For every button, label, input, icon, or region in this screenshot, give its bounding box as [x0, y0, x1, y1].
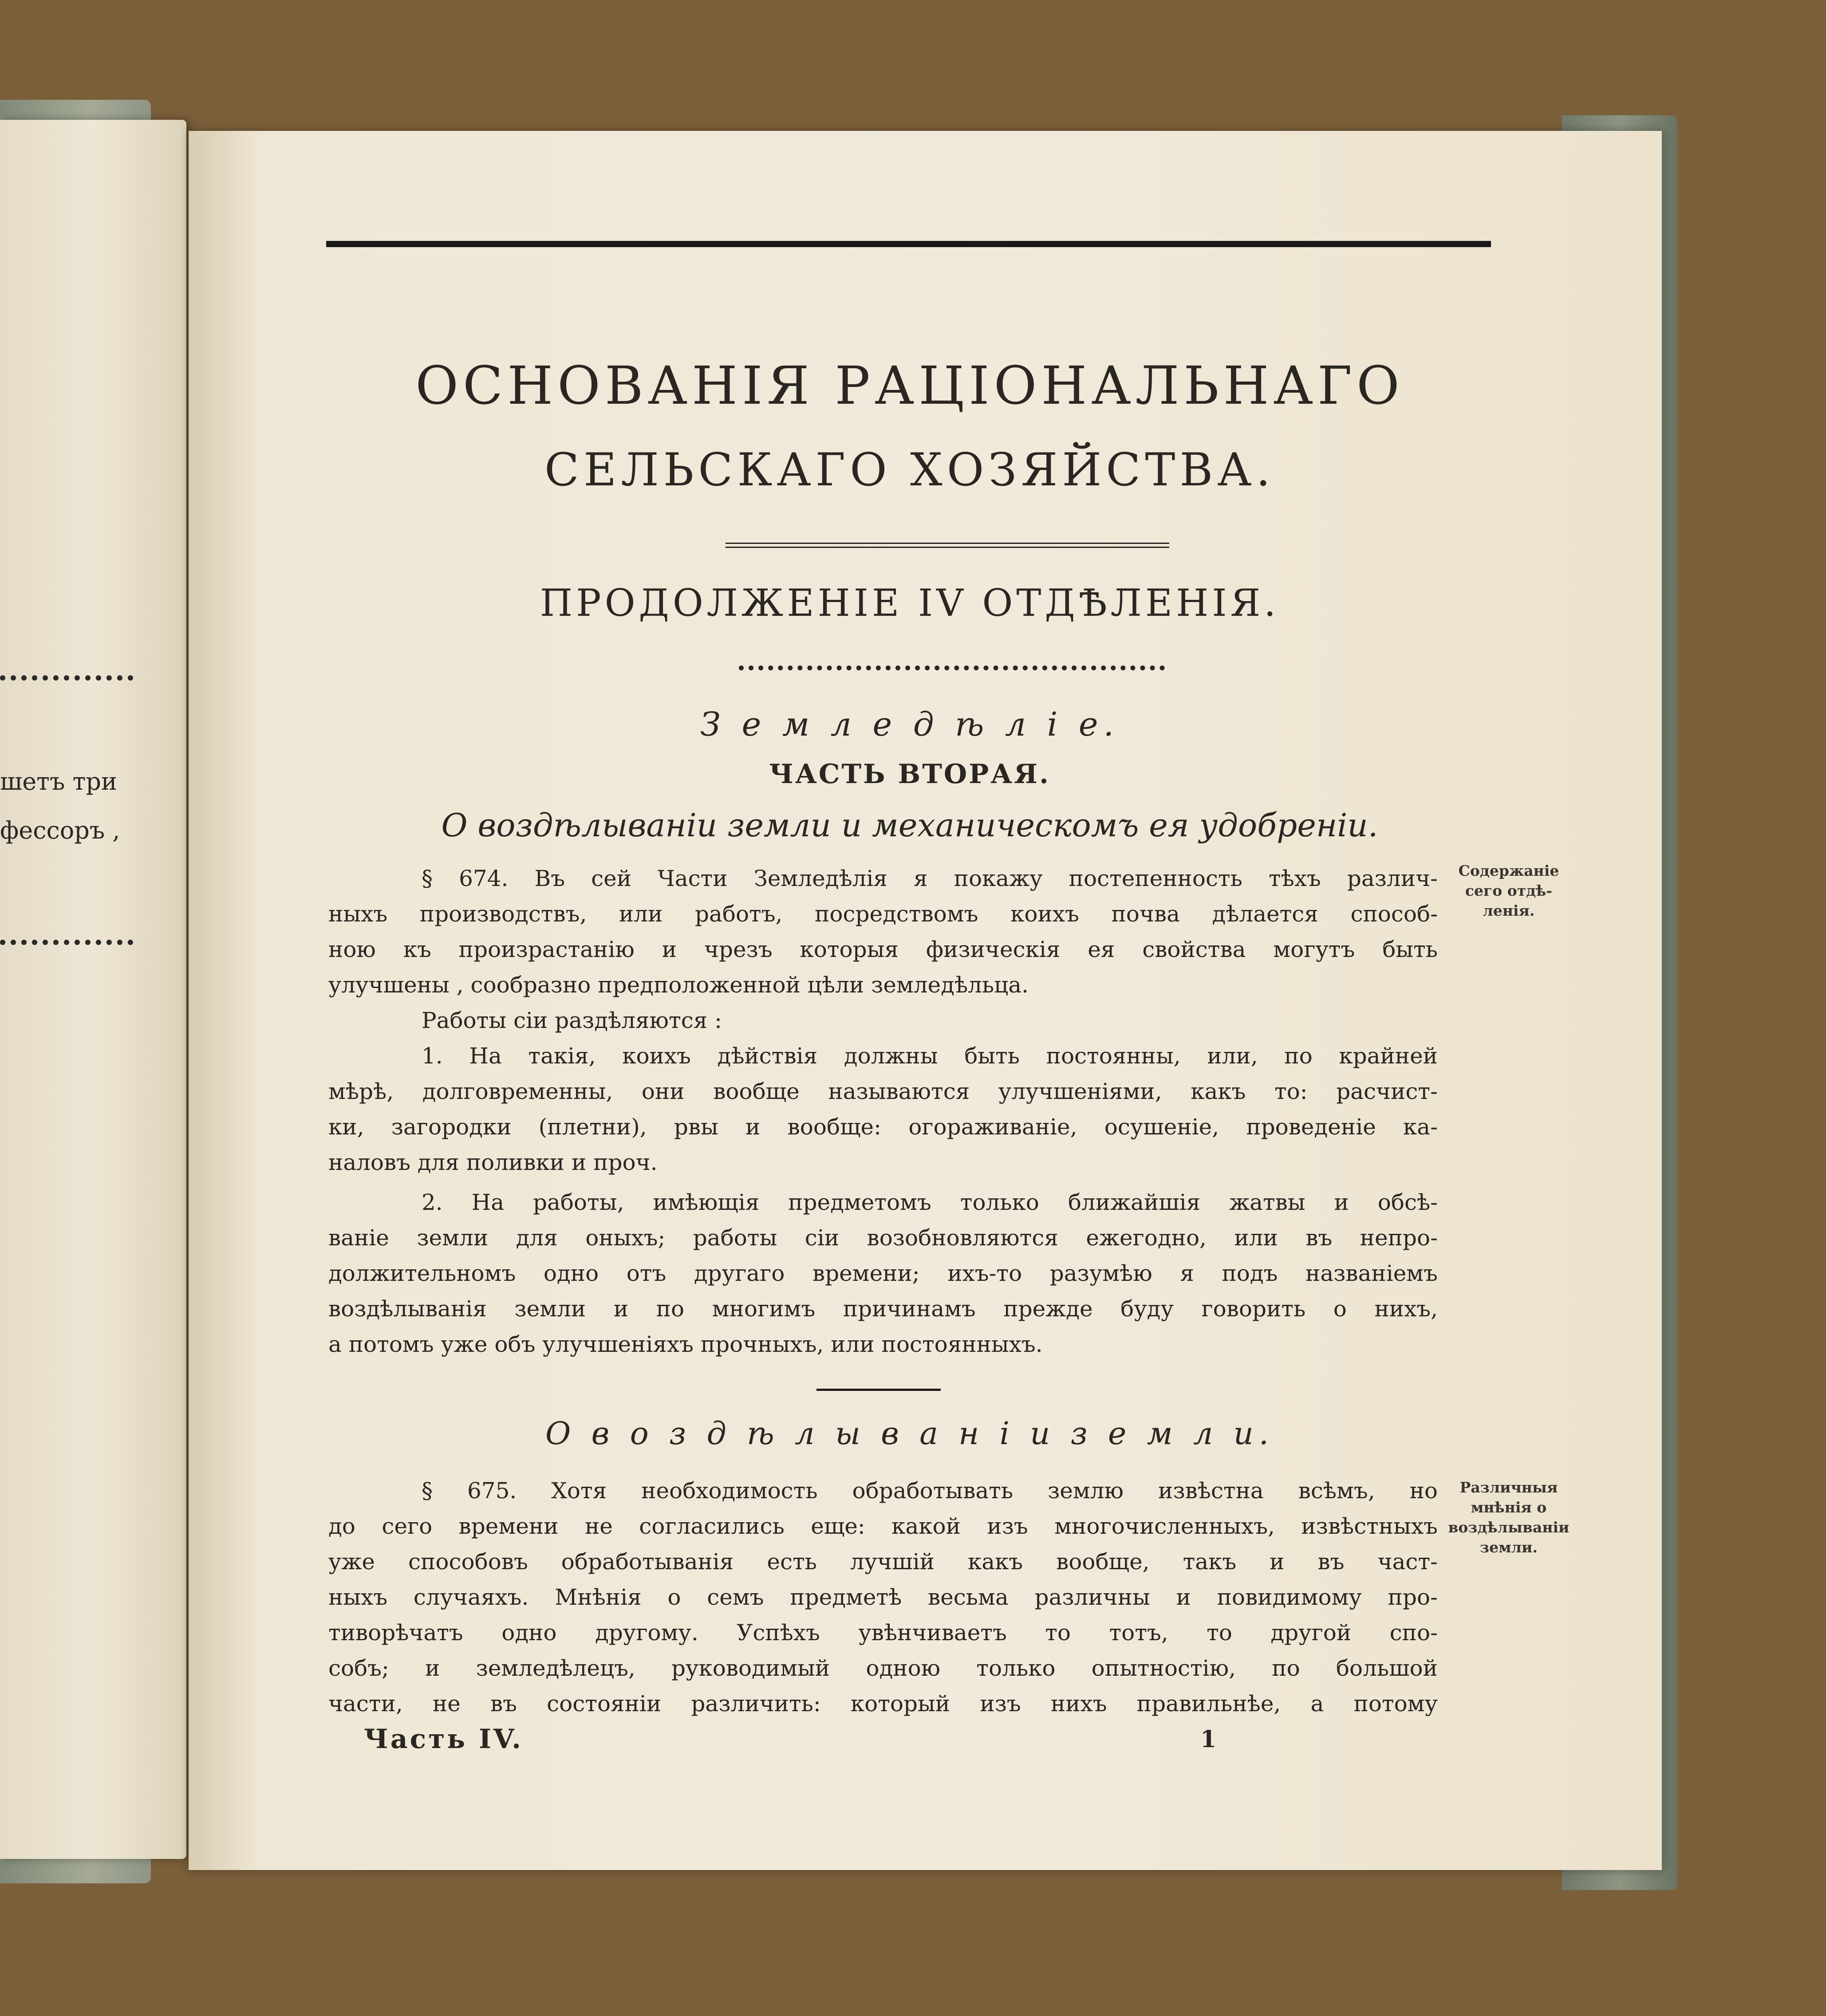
para-675-line: части, не въ состояніи различить: который изъ нихъ правильнѣе, а потому	[328, 1691, 1438, 1717]
para-674-line: ною къ произрастанію и чрезъ которыя физическія ея свойства могутъ быть	[328, 937, 1438, 962]
para-674-line: улучшены , сообразно предположенной цѣли земледѣльца.	[328, 972, 1029, 998]
top-rule	[326, 241, 1491, 247]
para-674-line: § 674. Въ сей Части Земледѣлія я покажу постепенность тѣхъ различ-	[422, 866, 1438, 891]
margin-note-674: Содержаніе сего отдѣ-ленія.	[1458, 862, 1559, 919]
para-675-line: § 675. Хотя необходимость обработывать землю извѣстна всѣмъ, но	[422, 1478, 1438, 1504]
topic-heading: О воздѣлываніи земли и механическомъ ея удобреніи.	[441, 807, 1378, 844]
short-rule	[816, 1389, 941, 1391]
para-674-line: ныхъ производствъ, или работъ, посредствомъ коихъ почва дѣлается способ-	[328, 901, 1438, 927]
para-674-line: воздѣлыванія земли и по многимъ причинамъ прежде буду говорить о нихъ,	[328, 1296, 1438, 1322]
para-674-line: а потомъ уже объ улучшеніяхъ прочныхъ, или постоянныхъ.	[328, 1331, 1043, 1357]
para-675-line: тиворѣчатъ одно другому. Успѣхъ увѣнчиваетъ то тотъ, то другой спо-	[328, 1620, 1438, 1646]
page-title: ОСНОВАНIЯ РАЦIОНАЛЬНАГО	[415, 355, 1404, 416]
ornamental-rule	[726, 543, 1169, 548]
left-page-dotted-rule-2	[0, 940, 133, 945]
para-675-line: уже способовъ обработыванія есть лучшій какъ вообще, такъ и въ част-	[328, 1549, 1438, 1575]
para-674-line: мѣрѣ, долговременны, они вообще называются улучшеніями, какъ то: расчист-	[328, 1079, 1438, 1104]
section-subtitle: ПРОДОЛЖЕНIЕ IV ОТДѢЛЕНIЯ.	[540, 581, 1280, 625]
para-675-line: до сего времени не согласились еще: какой изъ многочисленныхъ, извѣстныхъ	[328, 1513, 1438, 1539]
para-674-line: наловъ для поливки и проч.	[328, 1150, 658, 1175]
footer-part-label: Часть IV.	[364, 1724, 524, 1755]
page-title-line-2: СЕЛЬСКАГО ХОЗЯЙСТВА.	[544, 444, 1275, 496]
section-heading: З е м л е д ѣ л і е.	[700, 705, 1120, 744]
para-675-line: ныхъ случаяхъ. Мнѣнія о семъ предметѣ весьма различны и повидимому про-	[328, 1584, 1438, 1610]
para-675-line: собъ; и земледѣлецъ, руководимый одною только опытностію, по большой	[328, 1655, 1438, 1681]
section-heading-2: О в о з д ѣ л ы в а н і и з е м л и.	[545, 1415, 1274, 1452]
left-page	[0, 120, 186, 1859]
left-page-text-line-2: фессоръ ,	[0, 816, 120, 844]
margin-note-675: Различныя мнѣнія о воздѣлываніи земли.	[1448, 1479, 1570, 1556]
para-674-line: Работы сіи раздѣляются :	[422, 1008, 722, 1033]
left-page-dotted-rule	[0, 675, 133, 681]
part-heading: ЧАСТЬ ВТОРАЯ.	[769, 759, 1050, 790]
para-674-line: 2. На работы, имѣющія предметомъ только ближайшія жатвы и обсѣ-	[422, 1189, 1438, 1215]
para-674-line: ваніе земли для оныхъ; работы сіи возобновляются ежегодно, или въ непро-	[328, 1225, 1438, 1251]
left-page-text-line-1: шетъ три	[0, 768, 117, 795]
para-674-line: 1. На такія, коихъ дѣйствія должны быть постоянны, или, по крайней	[422, 1043, 1438, 1069]
para-674-line: ки, загородки (плетни), рвы и вообще: огораживаніе, осушеніе, проведеніе ка-	[328, 1114, 1438, 1140]
page-signature: 1	[1200, 1726, 1217, 1753]
para-674-line: должительномъ одно отъ другаго времени; ихъ-то разумѣю я подъ названіемъ	[328, 1260, 1438, 1286]
dotted-rule	[739, 665, 1165, 670]
